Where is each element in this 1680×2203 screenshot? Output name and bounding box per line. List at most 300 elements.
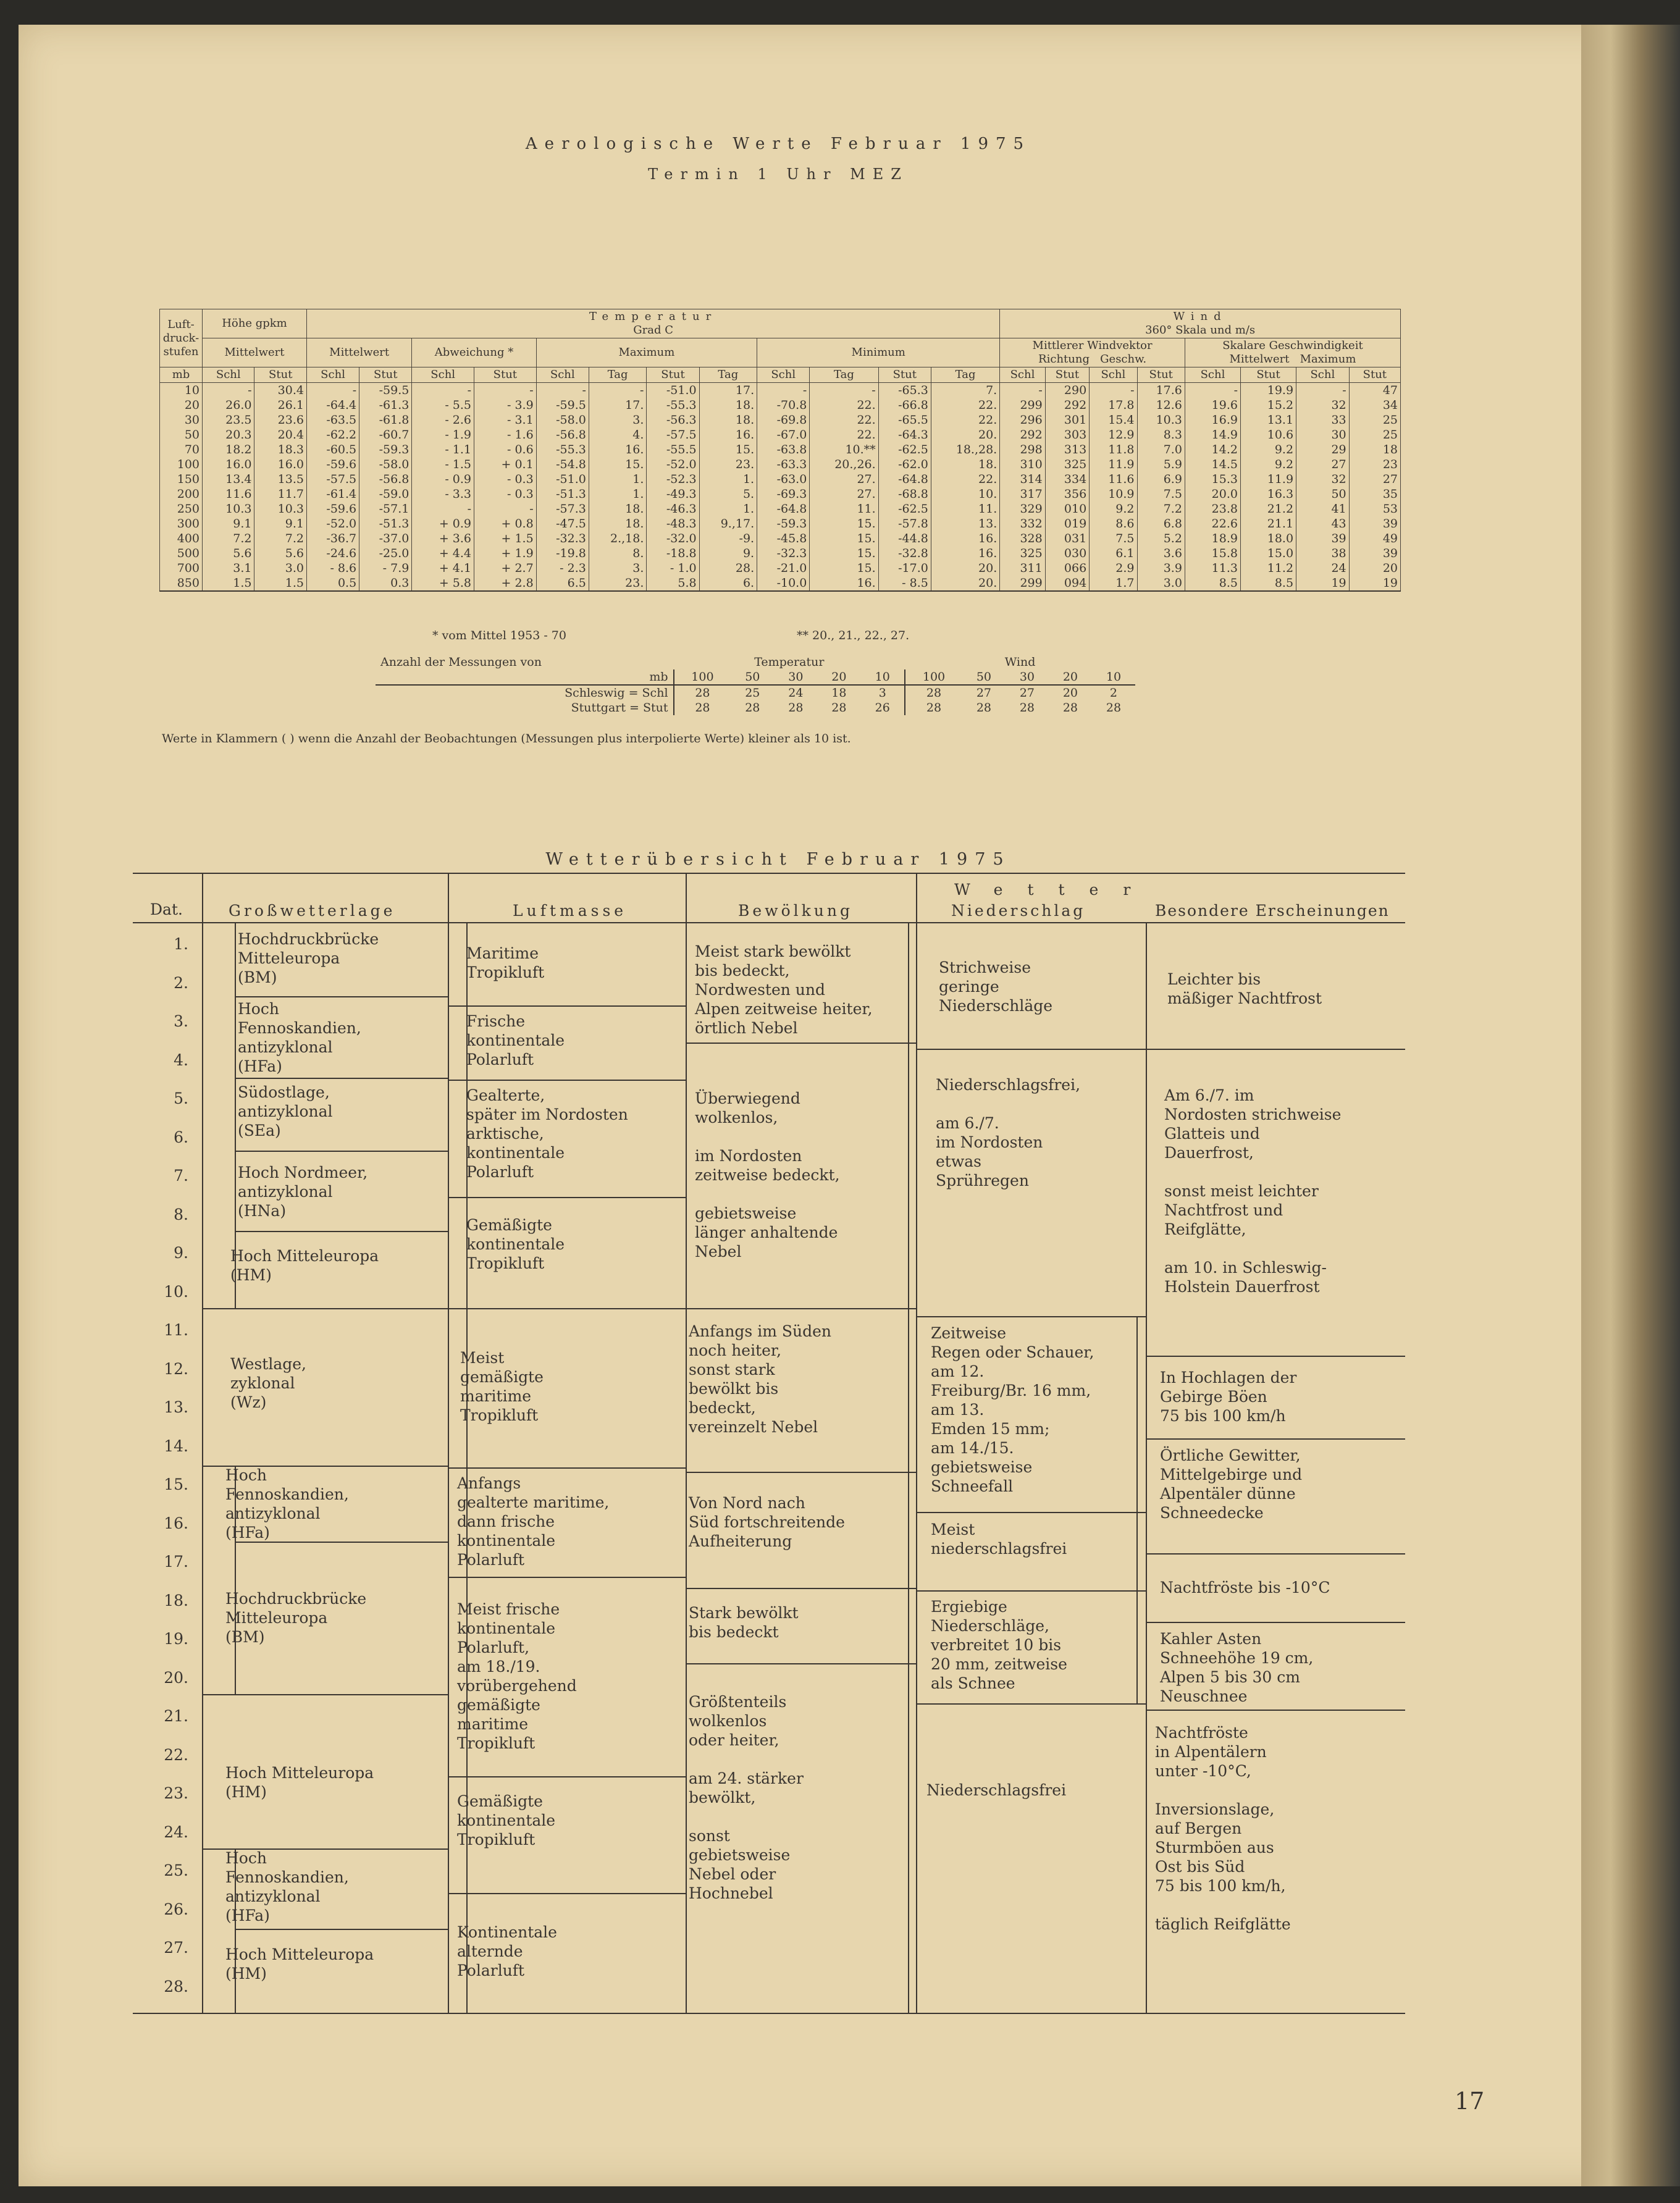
table-cell: 11.7	[254, 487, 306, 501]
table-cell: -63.5	[306, 413, 359, 427]
table-cell: -56.3	[647, 413, 699, 427]
rule	[1136, 1316, 1138, 1703]
count-cell: 25	[745, 686, 760, 700]
count-wind-level: 50	[976, 670, 991, 684]
day-number: 13.	[164, 1398, 188, 1416]
table-cell: 20.,26.	[810, 457, 878, 472]
bes-entry: Kahler Asten Schneehöhe 19 cm, Alpen 5 bis 30 cm Neuschnee	[1160, 1630, 1314, 1705]
table-cell: 5.6	[254, 546, 306, 561]
table-cell: 43	[1296, 516, 1350, 531]
table-cell: 1.5	[203, 576, 254, 591]
table-cell: 15.	[810, 546, 878, 561]
table-cell: 49	[1349, 531, 1400, 546]
rule	[1146, 1049, 1405, 1050]
table-cell: 14.5	[1185, 457, 1240, 472]
table-cell: 9.2	[1090, 501, 1137, 516]
table-cell: 11.3	[1185, 561, 1240, 576]
table-cell: 20.3	[203, 427, 254, 442]
day-number: 14.	[164, 1437, 188, 1455]
table-cell: -37.0	[359, 531, 412, 546]
bew-entry: Von Nord nach Süd fortschreitende Aufheiterung	[689, 1494, 845, 1550]
table-cell: 6.5	[536, 576, 589, 591]
temp-min: Minimum	[757, 338, 1000, 367]
table-cell: 7.0	[1137, 442, 1185, 457]
table-cell: 1.5	[254, 576, 306, 591]
table-cell: 39	[1296, 531, 1350, 546]
count-cell: 2	[1109, 686, 1118, 700]
count-cell: 28	[674, 685, 731, 700]
day-number: 25.	[164, 1861, 188, 1879]
table-cell: 19	[1349, 576, 1400, 591]
table-cell: 850	[160, 576, 203, 591]
table-cell: 332	[1000, 516, 1046, 531]
table-cell: 9.1	[254, 516, 306, 531]
table-cell: 29	[1296, 442, 1350, 457]
day-number: 20.	[164, 1668, 188, 1687]
count-station: Schleswig = Schl	[565, 686, 668, 700]
h-schl: Schl	[757, 367, 810, 383]
rule	[448, 1308, 686, 1309]
table-cell: -19.8	[536, 546, 589, 561]
head-luft: Luftmasse	[513, 902, 628, 920]
table-cell: 50	[1296, 487, 1350, 501]
table-cell: 7.2	[203, 531, 254, 546]
table-cell: + 0.1	[474, 457, 537, 472]
table-cell: -57.3	[536, 501, 589, 516]
table-cell: 328	[1000, 531, 1046, 546]
table-row	[160, 546, 1401, 561]
rule	[448, 1776, 686, 1777]
table-row	[160, 427, 1401, 442]
table-cell: -57.5	[306, 472, 359, 487]
table-cell: 9.,17.	[699, 516, 757, 531]
day-number: 16.	[164, 1514, 188, 1532]
count-cell: 28	[788, 701, 804, 715]
day-number: 28.	[164, 1977, 188, 1995]
table-cell: -59.6	[306, 457, 359, 472]
head-bes: Besondere Erscheinungen	[1155, 902, 1390, 920]
h-tag: Tag	[810, 367, 878, 383]
table-cell: -59.5	[536, 398, 589, 413]
rule	[133, 922, 1405, 923]
wind-unit: 360° Skala und m/s	[1145, 324, 1256, 337]
count-cell: 26	[875, 701, 890, 715]
rule	[1146, 922, 1147, 2013]
table-cell: -55.5	[647, 442, 699, 457]
table-cell: 30.4	[254, 383, 306, 398]
rule	[1146, 1622, 1405, 1623]
h-schl: Schl	[1296, 367, 1350, 383]
table-cell: 11.9	[1240, 472, 1296, 487]
table-cell: -58.0	[536, 413, 589, 427]
day-number: 11.	[164, 1321, 188, 1339]
gwl-entry: Hochdruckbrücke Mitteleuropa (BM)	[225, 1590, 367, 1646]
rule	[916, 1703, 1146, 1705]
table-cell: -24.6	[306, 546, 359, 561]
table-cell: 13.1	[1240, 413, 1296, 427]
table-cell: -68.8	[878, 487, 931, 501]
day-number: 24.	[164, 1823, 188, 1841]
rule	[1146, 1438, 1405, 1440]
count-temp-level: 100	[674, 669, 731, 685]
rule	[448, 1893, 686, 1894]
skalar-label: Skalare Geschwindigkeit	[1222, 339, 1363, 352]
table-cell: 15.8	[1185, 546, 1240, 561]
nied-entry: Strichweise geringe Niederschläge	[939, 959, 1053, 1015]
table-cell: 11.9	[1090, 457, 1137, 472]
table-cell: - 7.9	[359, 561, 412, 576]
luft-entry: Meist frische kontinentale Polarluft, am 18./19. vorübergehend gemäßigte maritime Tropikluft	[457, 1600, 577, 1752]
table-cell: 22.6	[1185, 516, 1240, 531]
table-cell: -	[536, 383, 589, 398]
table-row	[160, 442, 1401, 457]
hoehe-mittel: Mittelwert	[203, 338, 307, 367]
table-cell: -59.3	[359, 442, 412, 457]
table-cell: 7.2	[1137, 501, 1185, 516]
gwl-entry: Westlage, zyklonal (Wz)	[230, 1355, 306, 1411]
wind-skalar	[1185, 338, 1400, 367]
table-cell: 18.	[699, 398, 757, 413]
count-wind-level: 30	[1019, 670, 1035, 684]
rule	[202, 873, 203, 2013]
table-cell: 15.	[810, 516, 878, 531]
wind-vektor	[1000, 338, 1185, 367]
table-cell: -	[810, 383, 878, 398]
table-cell: + 0.8	[474, 516, 537, 531]
bes-entry: Am 6./7. im Nordosten strichweise Glatteis und Dauerfrost, sonst meist leichter Nachtfrost und Reifglätte, am 10. in Schleswig- Holstein Dauerfrost	[1164, 1086, 1342, 1296]
h-tag: Tag	[589, 367, 647, 383]
count-cell: 28	[674, 700, 731, 715]
day-number: 3.	[174, 1012, 188, 1030]
table-cell: 019	[1045, 516, 1089, 531]
head-bew: Bewölkung	[738, 902, 853, 920]
table-cell: 19.6	[1185, 398, 1240, 413]
h-stut: Stut	[1240, 367, 1296, 383]
head-nied: Niederschlag	[951, 902, 1086, 920]
gwl-entry: Hoch Fennoskandien, antizyklonal (HFa)	[225, 1849, 349, 1924]
table-cell: 15.	[810, 531, 878, 546]
table-cell: 0.5	[306, 576, 359, 591]
table-cell: -62.5	[878, 501, 931, 516]
rule	[1146, 1356, 1405, 1357]
rule	[448, 1577, 686, 1578]
table-cell: 10.3	[1137, 413, 1185, 427]
table-cell: 356	[1045, 487, 1089, 501]
day-number: 18.	[164, 1591, 188, 1609]
col-temp	[306, 309, 999, 338]
aerological-table	[159, 309, 1401, 592]
h-stut: Stut	[647, 367, 699, 383]
table-cell: -64.8	[878, 472, 931, 487]
table-cell: 16.3	[1240, 487, 1296, 501]
h-stut: Stut	[1137, 367, 1185, 383]
table-cell: 23.	[589, 576, 647, 591]
table-cell: + 1.5	[474, 531, 537, 546]
table-cell: 23.	[699, 457, 757, 472]
table-cell: 26.1	[254, 398, 306, 413]
gwl-entry: Hoch Nordmeer, antizyklonal (HNa)	[238, 1164, 368, 1220]
table-cell: 310	[1000, 457, 1046, 472]
count-wind-level: 10	[1106, 670, 1122, 684]
bes-entry: Örtliche Gewitter, Mittelgebirge und Alpentäler dünne Schneedecke	[1160, 1446, 1303, 1522]
table-cell: -64.4	[306, 398, 359, 413]
h-schl: Schl	[203, 367, 254, 383]
h-schl: Schl	[306, 367, 359, 383]
weather-title: Wetterübersicht Februar 1975	[545, 850, 1011, 869]
table-cell: -	[412, 383, 474, 398]
h-schl: Schl	[412, 367, 474, 383]
table-cell: 301	[1045, 413, 1089, 427]
table-cell: 26.0	[203, 398, 254, 413]
table-cell: - 5.5	[412, 398, 474, 413]
table-cell: 030	[1045, 546, 1089, 561]
table-cell: -	[757, 383, 810, 398]
table-cell: 27.	[810, 472, 878, 487]
table-cell: -56.8	[536, 427, 589, 442]
gwl-entry: Hoch Fennoskandien, antizyklonal (HFa)	[238, 1000, 361, 1075]
table-cell: -45.8	[757, 531, 810, 546]
table-cell: 18.	[589, 501, 647, 516]
table-cell: 15.3	[1185, 472, 1240, 487]
table-cell: -48.3	[647, 516, 699, 531]
day-number: 10.	[164, 1282, 188, 1301]
count-title: Anzahl der Messungen von	[380, 655, 542, 669]
table-cell: 11.	[810, 501, 878, 516]
book-spine	[1581, 25, 1680, 2186]
bew-entry: Überwiegend wolkenlos, im Nordosten zeitweise bedeckt, gebietsweise länger anhaltende Nebel	[695, 1089, 840, 1261]
nied-entry: Ergiebige Niederschläge, verbreitet 10 bis 20 mm, zeitweise als Schnee	[931, 1598, 1067, 1692]
table-cell: -63.3	[757, 457, 810, 472]
table-cell: -51.3	[359, 516, 412, 531]
table-cell: -61.8	[359, 413, 412, 427]
table-cell: 10.3	[203, 501, 254, 516]
table-cell: 30	[1296, 427, 1350, 442]
table-cell: 3.1	[203, 561, 254, 576]
table-cell: 2.,18.	[589, 531, 647, 546]
count-cell: 28	[905, 700, 962, 715]
count-cell: 27	[976, 686, 991, 700]
table-cell: 11.6	[1090, 472, 1137, 487]
luft-entry: Kontinentale alternde Polarluft	[457, 1923, 557, 1979]
skmax-label: Maximum	[1300, 353, 1356, 366]
table-row	[160, 472, 1401, 487]
table-cell: - 3.1	[474, 413, 537, 427]
count-cell: 28	[745, 701, 760, 715]
day-number: 9.	[174, 1244, 188, 1262]
table-cell: - 0.6	[474, 442, 537, 457]
table-cell: 9.	[699, 546, 757, 561]
table-cell: - 0.3	[474, 487, 537, 501]
table-cell: 23	[1349, 457, 1400, 472]
table-row	[160, 413, 1401, 427]
table-cell: 3.0	[1137, 576, 1185, 591]
table-cell: 5.	[699, 487, 757, 501]
rule	[448, 1197, 686, 1198]
table-cell: 18	[1349, 442, 1400, 457]
table-cell: 16.	[810, 576, 878, 591]
table-cell: 15.	[810, 561, 878, 576]
table-cell: 12.9	[1090, 427, 1137, 442]
table-cell: 47	[1349, 383, 1400, 398]
count-cell: 24	[788, 686, 804, 700]
table-cell: 25	[1349, 413, 1400, 427]
table-cell: 329	[1000, 501, 1046, 516]
h-tag: Tag	[699, 367, 757, 383]
table-cell: -61.4	[306, 487, 359, 501]
table-cell: 8.	[589, 546, 647, 561]
table-cell: - 1.0	[647, 561, 699, 576]
table-cell: 10.6	[1240, 427, 1296, 442]
count-cell: 28	[1062, 701, 1078, 715]
table-cell: 25	[1349, 427, 1400, 442]
bew-entry: Meist stark bewölkt bis bedeckt, Nordwesten und Alpen zeitweise heiter, örtlich Nebel	[695, 942, 873, 1037]
rule	[235, 1151, 448, 1152]
table-cell: 094	[1045, 576, 1089, 591]
table-cell: 1.7	[1090, 576, 1137, 591]
nied-entry: Zeitweise Regen oder Schauer, am 12. Freiburg/Br. 16 mm, am 13. Emden 15 mm; am 14./15. gebietsweise Schneefall	[931, 1324, 1094, 1495]
table-cell: 5.2	[1137, 531, 1185, 546]
rule	[916, 1590, 1146, 1592]
table-cell: -59.6	[306, 501, 359, 516]
table-cell: 10.3	[254, 501, 306, 516]
rule	[202, 1694, 448, 1695]
table-cell: 11.6	[203, 487, 254, 501]
table-row	[160, 501, 1401, 516]
table-cell: 299	[1000, 398, 1046, 413]
table-cell: 6.1	[1090, 546, 1137, 561]
table-cell: 4.	[589, 427, 647, 442]
table-cell: 22.	[810, 427, 878, 442]
footnote-mittel: * vom Mittel 1953 - 70	[432, 629, 566, 642]
table-cell: -51.0	[536, 472, 589, 487]
table-cell: 22.	[931, 413, 999, 427]
h-mb: mb	[160, 367, 203, 383]
table-cell: 8.3	[1137, 427, 1185, 442]
table-cell: 7.2	[254, 531, 306, 546]
table-cell: 19	[1296, 576, 1350, 591]
wind-title: Wind	[1173, 310, 1227, 323]
table-cell: + 1.9	[474, 546, 537, 561]
rule	[686, 1588, 916, 1589]
table-cell: 6.	[699, 576, 757, 591]
table-cell: 10	[160, 383, 203, 398]
rule	[686, 1472, 916, 1473]
day-number: 1.	[174, 935, 188, 953]
table-cell: 14.2	[1185, 442, 1240, 457]
day-number: 22.	[164, 1745, 188, 1764]
table-cell: + 5.8	[412, 576, 474, 591]
count-wind-label: Wind	[1004, 655, 1036, 669]
table-cell: -59.5	[359, 383, 412, 398]
table-cell: 3.	[589, 561, 647, 576]
table-cell: 20.	[931, 427, 999, 442]
day-number: 23.	[164, 1784, 188, 1802]
table-cell: -18.8	[647, 546, 699, 561]
rule	[1146, 1710, 1405, 1711]
table-cell: 28.	[699, 561, 757, 576]
page-number: 17	[1455, 2088, 1485, 2115]
table-cell: 38	[1296, 546, 1350, 561]
table-cell: 30	[160, 413, 203, 427]
table-cell: 20.	[931, 561, 999, 576]
aerological-rows	[160, 383, 1401, 592]
table-cell: 16.	[931, 531, 999, 546]
table-cell: 325	[1000, 546, 1046, 561]
table-cell: -	[1000, 383, 1046, 398]
table-cell: -62.2	[306, 427, 359, 442]
bes-entry: Nachtfröste bis -10°C	[1160, 1579, 1330, 1597]
count-mb: mb	[649, 670, 668, 684]
table-cell: -	[474, 383, 537, 398]
table-cell: 298	[1000, 442, 1046, 457]
luft-entry: Gealterte, später im Nordosten arktische, kontinentale Polarluft	[466, 1086, 628, 1181]
table-cell: 18.0	[1240, 531, 1296, 546]
table-cell: 314	[1000, 472, 1046, 487]
gwl-entry: Hoch Mitteleuropa (HM)	[230, 1247, 379, 1284]
col-hoehe: Höhe gpkm	[203, 309, 307, 338]
rule	[202, 1308, 448, 1309]
table-cell: 24	[1296, 561, 1350, 576]
table-cell: 10.9	[1090, 487, 1137, 501]
table-cell: 33	[1296, 413, 1350, 427]
day-number: 7.	[174, 1167, 188, 1185]
table-cell: - 1.9	[412, 427, 474, 442]
rule	[916, 1049, 1146, 1050]
table-cell: 27	[1296, 457, 1350, 472]
table-cell: 13.4	[203, 472, 254, 487]
table-cell: 18.3	[254, 442, 306, 457]
bew-entry: Anfangs im Süden noch heiter, sonst stark bewölkt bis bedeckt, vereinzelt Nebel	[689, 1322, 831, 1436]
table-cell: -	[1090, 383, 1137, 398]
table-cell: 41	[1296, 501, 1350, 516]
table-cell: -51.0	[647, 383, 699, 398]
table-cell: 16.0	[254, 457, 306, 472]
table-cell: + 3.6	[412, 531, 474, 546]
table-cell: -57.8	[878, 516, 931, 531]
table-cell: 32	[1296, 398, 1350, 413]
head-wetter: Wetter	[954, 881, 1156, 899]
table-cell: -59.3	[757, 516, 810, 531]
table-row	[160, 531, 1401, 546]
table-cell: -55.3	[536, 442, 589, 457]
temp-title: Temperatur	[589, 310, 718, 323]
table-cell: 3.0	[254, 561, 306, 576]
table-cell: 20.4	[254, 427, 306, 442]
rule	[235, 1929, 448, 1930]
rule	[235, 1078, 448, 1079]
table-row	[160, 576, 1401, 591]
table-cell: - 3.3	[412, 487, 474, 501]
rule	[448, 1080, 686, 1081]
table-cell: 3.9	[1137, 561, 1185, 576]
table-cell: 23.8	[1185, 501, 1240, 516]
head-dat: Dat.	[150, 900, 183, 918]
vektor-label: Mittlerer Windvektor	[1032, 339, 1153, 352]
table-cell: 21.1	[1240, 516, 1296, 531]
temp-unit: Grad C	[633, 324, 673, 337]
table-cell: -36.7	[306, 531, 359, 546]
table-cell: -69.3	[757, 487, 810, 501]
luft-entry: Gemäßigte kontinentale Tropikluft	[457, 1792, 556, 1848]
table-cell: 100	[160, 457, 203, 472]
table-cell: -67.0	[757, 427, 810, 442]
table-cell: 5.9	[1137, 457, 1185, 472]
table-cell: 23.5	[203, 413, 254, 427]
table-cell: - 0.9	[412, 472, 474, 487]
table-cell: -65.5	[878, 413, 931, 427]
table-cell: 11.	[931, 501, 999, 516]
h-stut: Stut	[1349, 367, 1400, 383]
